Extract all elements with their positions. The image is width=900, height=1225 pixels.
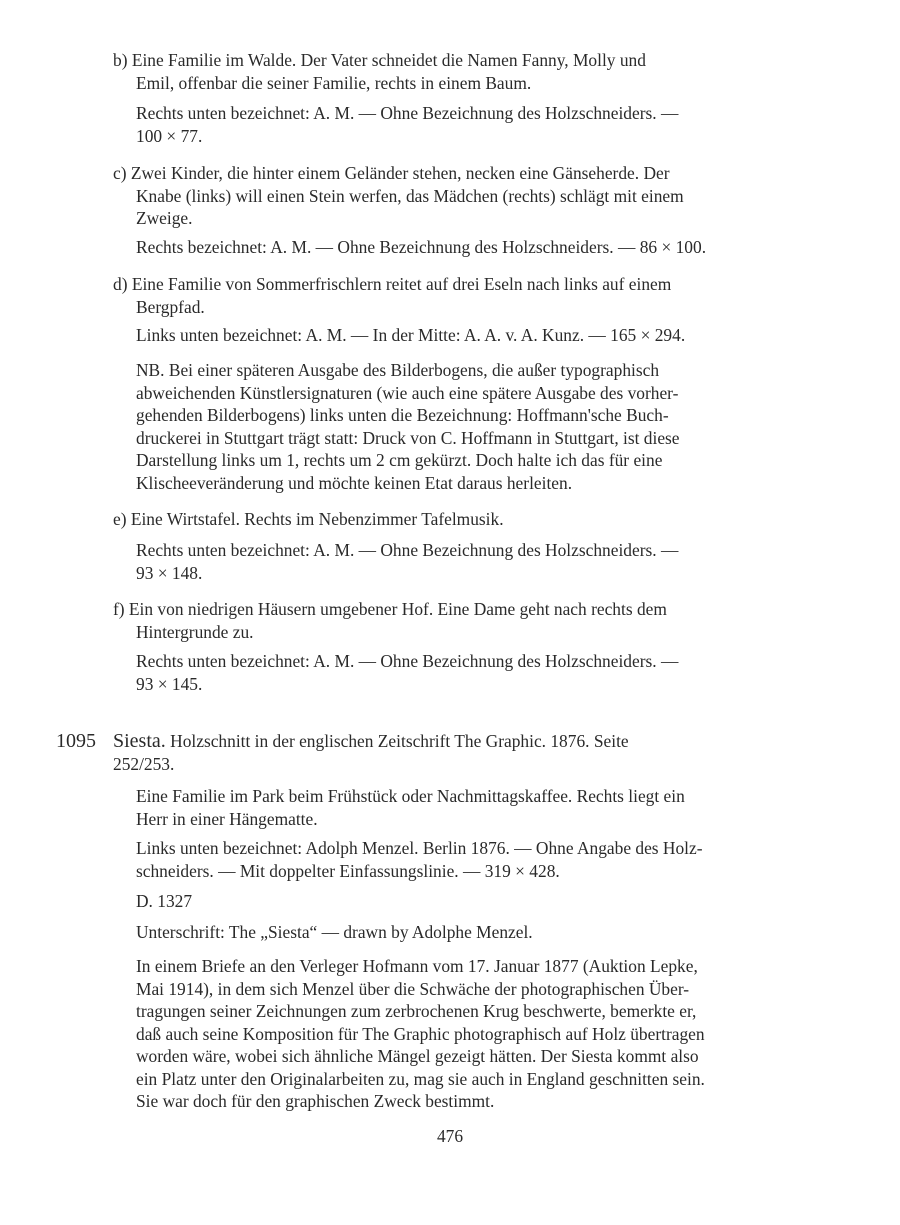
item-d-inscription xyxy=(136,324,806,347)
text-line: Rechts unten bezeichnet: A. M. — Ohne Bezeichnung des Holzschneiders. — xyxy=(136,540,679,560)
text-line: worden wäre, wobei sich ähnliche Mängel gezeigt hätten. Der Siesta kommt also xyxy=(136,1046,699,1066)
catalogue-heading xyxy=(113,730,805,775)
text-line: f) Ein von niedrigen Häusern umgebener Hof. Eine Dame geht nach rechts dem xyxy=(113,599,667,619)
catalogue-heading-text: Holzschnitt in der englischen Zeitschrift The Graphic. 1876. Seite xyxy=(170,731,629,751)
text-line: b) Eine Familie im Walde. Der Vater schneidet die Namen Fanny, Molly und xyxy=(113,50,646,70)
item-b-description xyxy=(113,49,805,94)
text-line: 252/253. xyxy=(113,753,175,774)
text-line: Hintergrunde zu. xyxy=(136,621,254,642)
text-line: 100 × 77. xyxy=(136,125,203,146)
caption-paragraph xyxy=(136,921,806,944)
item-f-inscription xyxy=(136,650,806,695)
text-line: Klischeeveränderung und möchte keinen Etat daraus herleiten. xyxy=(136,472,573,493)
catalogue-title: Siesta. xyxy=(113,730,166,752)
item-f-description xyxy=(113,598,805,643)
item-d-description xyxy=(113,273,805,318)
text-line: Darstellung links um 1, rechts um 2 cm gekürzt. Doch halte ich das für eine xyxy=(136,450,663,470)
text-line: D. 1327 xyxy=(136,891,193,911)
text-line: Emil, offenbar die seiner Familie, rechts in einem Baum. xyxy=(136,72,532,93)
text-line: NB. Bei einer späteren Ausgabe des Bilderbogens, die außer typographisch xyxy=(136,360,660,380)
text-line: Links unten bezeichnet: Adolph Menzel. Berlin 1876. — Ohne Angabe des Holz- xyxy=(136,838,703,858)
text-line: Mai 1914), in dem sich Menzel über die Schwäche der photographischen Über- xyxy=(136,978,690,999)
item-e-inscription xyxy=(136,539,806,584)
text-line: druckerei in Stuttgart trägt statt: Druck von C. Hoffmann in Stuttgart, ist diese xyxy=(136,427,680,448)
text-line: tragungen seiner Zeichnungen zum zerbrochenen Krug beschwerte, bemerkte er, xyxy=(136,1001,697,1021)
text-line: Rechts bezeichnet: A. M. — Ohne Bezeichnung des Holzschneiders. — 86 × 100. xyxy=(136,237,707,257)
text-line: gehenden Bilderbogens) links unten die Bezeichnung: Hoffmann'sche Buch- xyxy=(136,405,669,425)
text-line: Knabe (links) will einen Stein werfen, das Mädchen (rechts) schlägt mit einem xyxy=(136,185,684,206)
text-line: daß auch seine Komposition für The Graphic photographisch auf Holz übertragen xyxy=(136,1023,705,1044)
text-line: abweichenden Künstlersignaturen (wie auch eine spätere Ausgabe des vorher- xyxy=(136,382,679,403)
text-line: Links unten bezeichnet: A. M. — In der Mitte: A. A. v. A. Kunz. — 165 × 294. xyxy=(136,325,686,345)
text-line: c) Zwei Kinder, die hinter einem Geländer stehen, necken eine Gänseherde. Der xyxy=(113,163,670,183)
item-c-inscription xyxy=(136,236,806,259)
text-line: Herr in einer Hängematte. xyxy=(136,808,318,829)
text-line: Unterschrift: The „Siesta“ — drawn by Adolphe Menzel. xyxy=(136,922,533,942)
text-line: Zweige. xyxy=(136,208,193,228)
text-line: Rechts unten bezeichnet: A. M. — Ohne Bezeichnung des Holzschneiders. — xyxy=(136,103,679,123)
item-e-description xyxy=(113,508,805,531)
description-paragraph xyxy=(136,785,806,830)
text-line: Sie war doch für den graphischen Zweck bestimmt. xyxy=(136,1091,495,1111)
text-line: 93 × 145. xyxy=(136,673,203,694)
inscription-paragraph xyxy=(136,837,806,882)
text-line: schneiders. — Mit doppelter Einfassungslinie. — 319 × 428. xyxy=(136,860,560,881)
text-line: d) Eine Familie von Sommerfrischlern reitet auf drei Eseln nach links auf einem xyxy=(113,274,672,294)
text-line: ein Platz unter den Originalarbeiten zu, mag sie auch in England geschnitten sein. xyxy=(136,1068,705,1089)
item-d-note xyxy=(136,359,806,494)
catalogue-number: 1095 xyxy=(56,730,96,752)
item-b-inscription xyxy=(136,102,806,147)
item-c-description xyxy=(113,162,805,230)
text-line: e) Eine Wirtstafel. Rechts im Nebenzimmer Tafelmusik. xyxy=(113,509,504,529)
commentary-paragraph xyxy=(136,955,806,1113)
text-line: 93 × 148. xyxy=(136,562,203,583)
text-line: Eine Familie im Park beim Frühstück oder Nachmittagskaffee. Rechts liegt ein xyxy=(136,786,685,806)
text-line: In einem Briefe an den Verleger Hofmann vom 17. Januar 1877 (Auktion Lepke, xyxy=(136,956,698,976)
reference-paragraph xyxy=(136,890,806,913)
page-number: 476 xyxy=(436,1126,464,1146)
text-line: Rechts unten bezeichnet: A. M. — Ohne Bezeichnung des Holzschneiders. — xyxy=(136,651,679,671)
text-line: Bergpfad. xyxy=(136,296,205,317)
